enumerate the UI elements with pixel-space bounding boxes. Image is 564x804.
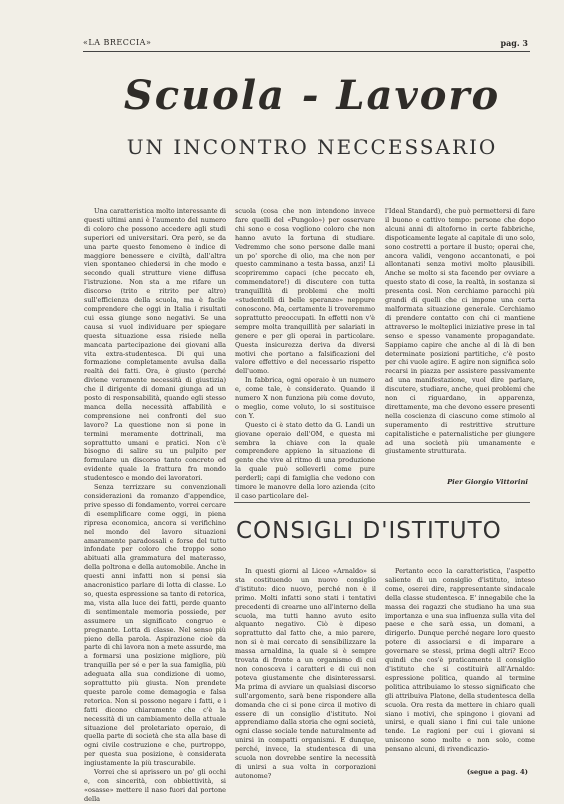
paragraph: Vorrei che si aprissero un po' gli occhi e, con sincerità, con obbiettività, si «osasse» mettere il naso fuori dal portone della bbox=[84, 768, 226, 803]
article-subtitle: UN INCONTRO NECCESSARIO bbox=[126, 135, 498, 159]
section-title: CONSIGLI D'ISTITUTO bbox=[236, 518, 502, 544]
continued-note: (segue a pag. 4) bbox=[466, 768, 528, 776]
publication-name: «LA BRECCIA» bbox=[83, 38, 152, 47]
article2-column-1 bbox=[235, 567, 376, 781]
paragraph: scuola (cosa che non intendono invece fare quelli del «Pungolo») per osservare chi sono e cosa vogliono coloro che non hanno avuto la fortuna di studiare. Vedremmo che sono persone dalle mani un po' sporche di olio, ma che non per questo camminano a testa bassa, anzi! Li scopriremmo capaci (che peccato eh, commendatore!) di discutere con tutta tranquillità di problemi che molti «studentelli di belle speranze» neppure conoscono. Ma, certamente li troveremmo soprattutto preoccupati. In effetti non v'è sempre molta tranquillità per salariati in genere e per gli operai in particolare. Questa insicurezza deriva da diversi motivi che portano a falsificazioni del valore effettivo e del necessario rispetto dell'uomo. bbox=[235, 207, 375, 376]
paragraph: In questi giorni al Liceo «Arnaldo» si sta costituendo un nuovo consiglio d'istituto: dico nuovo, perché non è il primo. Molti infatti sono stati i tentativi precedenti di crearne uno all'interno della scuola, ma tutti hanno avuto esito alquanto negativo. Ciò è dipeso soprattutto dal fatto che, a mio parere, non si è mai cercato di sensibilizzare la massa arnaldina, la quale si è sempre trovata di fronte a un organismo di cui non conosceva i caratteri e di cui non poteva giustamente che disinteressarsi. Ma prima di avviare un qualsiasi discorso sull'argomento, sarà bene rispondere alla domanda che ci si pone circa il motivo di essere di un consiglio d'istituto. Noi apprendiamo dalla storia che ogni società, ogni classe sociale tende naturalmente ad unirsi in compatti organismi. E dunque, perché, invece, la studentesca di una scuola non dovrebbe sentire la necessità di unirsi a sua volta in corporazioni autonome? bbox=[235, 567, 376, 780]
paragraph: Senza terrizzare su convenzionali considerazioni da romanzo d'appendice, prive spesso di fondamento, vorrei cercare di esemplificare come oggi, in piena ripresa economica, ancora si verifichino nel mondo del lavoro situazioni amaramente paradossali e forse del tutto infondate per coloro che troppo sono abituati alla grammatura del materasso, della poltrona e della automobile. Anche in questi anni infatti non si pensi sia anacronistico parlare di lotta di classe. Lo so, questa espressione sa tanto di retorica, ma, vista alla luce dei fatti, perde quanto di sentimentale memoria possiede, per assumere un significato congruo e pregnante. Lotta di classe. Nel senso più pieno della parola. Aspirazione cioè da parte di chi lavora non a mete assurde, ma a formarsi una posizione migliore, più tranquilla per sé e per la sua famiglia, più adeguata alla sua condizione di uomo, soprattutto più giusta. Non prendete queste parole come demagogia e falsa retorica. Non si possono negare i fatti, e i fatti dicono chiaramente che c'è la necessità di un cambiamento della attuale situazione del proletariato operaio, di quella parte di società che sta alla base di ogni civile costruzione e che, purtroppo, per questa sua posizione, è considerata ingiustamente la più trascurabile. bbox=[84, 483, 226, 768]
author-signature: Pier Giorgio Vittorini bbox=[447, 478, 528, 486]
paragraph: Una caratteristica molto interessante di questi ultimi anni è l'aumento del numero di coloro che possono accedere agli studi superiori ed universitari. Ora però, se da una parte questo fenomeno è indice di maggiore benessere e civiltà, dall'altra vien spontaneo chiedersi in che modo e secondo quali strutture viene diffusa l'istruzione. Non sta a me rifare un discorso (trito e ritrito per altro) sull'efficienza della scuola, ma è facile comprendere che oggi in Italia i risultati cui essa giunge sono negativi. Se una causa si vuol individuare per spiegare questa situazione essa risiede nella mancata partecipazione dei giovani alla vita extra-studentesca. Di qui una formazione completamente avulsa dalla realtà dei fatti. Ora, è giusto (perché diviene veramente necessità di giustizia) che il dirigente di domani giunga ad un posto di responsabilità, quando egli stesso manca della necessità affabilità e comprensione nei confronti del suo lavoro? La questione non si pone in termini meramente dottrinali, ma soprattutto umani e pratici. Non c'è bisogno di salire su un pulpito per formulare un discorso tanto concreto ed evidente quale la frattura fra mondo studentesco e mondo dei lavoratori. bbox=[84, 207, 226, 483]
paragraph: Questo ci è stato detto da G. Landi un giovane operaio dell'OM, e questa mi sembra la chiave con la quale comprendere appieno la situazione di gente che vive al ritmo di una produzione la quale può solleverli come pure perderli; capi di famiglia che vedono con timore le manovre della loro azienda (cito il caso particolare del- bbox=[235, 420, 375, 500]
paragraph: Pertanto ecco la caratteristica, l'aspetto saliente di un consiglio d'istituto, inteso come, oserei dire, rappresentante sindacale della classe studentesca. E' innegabile che la massa dei ragazzi che studiano ha una sua importanza e una sua influenza sulla vita del paese e che sarà essa, un domani, a dirigerlo. Dunque perché negare loro questo potere di associarsi e di imparare a governare se stessi, prima degli altri? Ecco quindi che cos'è praticamente il consiglio d'istituto che si costituirà all'Arnaldo: espressione politica, quando al termine politica attribuiamo lo stesso significato che gli attribuiva Platone, della studentesca della scuola. Ora resta da mettere in chiaro quali siano i motivi, che spingono i giovani ad unirsi, e quali siano i fini cui tale unione tende. Le ragioni per cui i giovani si uniscono sono molte e non solo, come pensano alcuni, di rivendicazio- bbox=[385, 567, 535, 754]
article2-column-2 bbox=[385, 567, 535, 767]
section-divider bbox=[234, 502, 530, 503]
article-column-1 bbox=[84, 207, 226, 803]
paragraph: l'Ideal Standard), che può permettersi di fare il buono e cattivo tempo: persone che dopo alcuni anni di altoforno in certe fabbriche, dispoticamente legate al capitale di uno solo, sono costretti a portare il busto; operai che, ancora validi, vengono accantonati, e poi allontanati senza motivi molto plausibili. Anche se molto si sta facendo per ovviare a questo stato di cose, la realtà, in sostanza si presenta così. Non cerchiamo paracchi più grandi di quelli che ci impone una certa malformata situazione generale. Cerchiamo di prendere contatto con chi ci mantiene attraverso le molteplici iniziative prese in tal senso e spesso vanamente propagandate. Sappiamo capire che anche al di là di ben determinate posizioni partitiche, c'è posto per chi vuole agire. E agire non significa solo recarsi in piazza per assistere passivamente ad una manifestazione, vuol dire parlare, discutere, studiare, anche, quei problemi che non ci riguardano, in apparenza, direttamente, ma che devono essere presenti nella coscienza di ciascuno come stimolo al superamento di restrittive strutture capitalistiche e paternalistiche per giungere ad una società più umanamente e giustamente strutturata. bbox=[385, 207, 535, 456]
article-column-3 bbox=[385, 207, 535, 475]
header-rule bbox=[83, 51, 530, 52]
page-number: pag. 3 bbox=[500, 38, 528, 48]
article-title: Scuola - Lavoro bbox=[123, 72, 501, 119]
paragraph: In fabbrica, ogni operaio è un numero e, come tale, è considerato. Quando il numero X non funziona più come dovuto, o meglio, come voluto, lo si sostituisce con Y. bbox=[235, 376, 375, 420]
article-column-2 bbox=[235, 207, 375, 500]
